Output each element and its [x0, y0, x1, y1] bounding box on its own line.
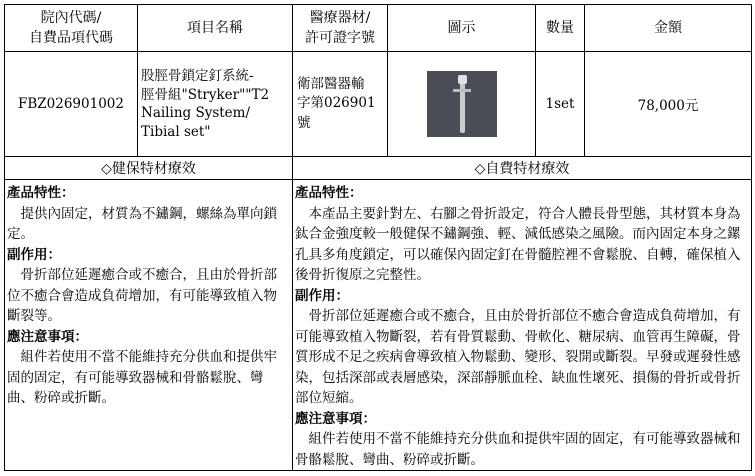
- item-row: [5, 52, 752, 157]
- item-amount: 78,000元: [585, 52, 752, 157]
- item-name-line2: 脛骨組"Stryker""T2: [141, 86, 270, 103]
- right-section-title: ◇自費特材療效: [293, 157, 752, 180]
- header-permit: [293, 5, 388, 52]
- left-text-side-effects: 骨折部位延遲癒合或不癒合，且由於骨折部位不癒合會造成負荷增加，有可能導致植入物斷裂等。: [7, 267, 277, 324]
- header-code: [5, 5, 138, 52]
- right-text-precautions: 組件若使用不當不能維持充分供血和提供牢固的固定，有可能導致器械和骨骼鬆脫、彎曲、粉碎或折斷。: [295, 431, 741, 468]
- left-heading-side-effects: 副作用：: [7, 246, 61, 263]
- left-heading-precautions: 應注意事項：: [7, 328, 88, 345]
- header-name: 項目名稱: [138, 5, 293, 52]
- header-permit-line2: 許可證字號: [305, 30, 375, 46]
- right-heading-side-effects: 副作用：: [295, 287, 349, 304]
- header-code-line2: 自費品項代碼: [29, 30, 113, 46]
- header-amount: 金額: [585, 5, 752, 52]
- item-permit-line2: 字第026901: [297, 95, 376, 112]
- right-text-side-effects: 骨折部位延遲癒合或不癒合，且由於骨折部位不癒合會造成負荷增加，有可能導致植入物斷裂，若有骨質鬆動、骨軟化、糖尿病、血管再生障礙，骨質形成不足之疾病會導致植入物鬆動、變形、裂開或斷裂。早發或遲發性感染，包括深部或表層感染，深部靜脈血栓、缺血性壞死、損傷的骨折或骨折部位短縮。: [295, 308, 741, 406]
- section-body-row: [5, 180, 752, 471]
- section-title-row: [5, 157, 752, 180]
- left-heading-features: 產品特性：: [7, 185, 75, 201]
- header-image: 圖示: [388, 5, 536, 52]
- right-heading-precautions: 應注意事項：: [295, 410, 376, 427]
- product-info-table: [4, 4, 752, 471]
- left-text-features: 提供內固定，材質為不鏽鋼，螺絲為單向鎖定。: [7, 205, 277, 242]
- item-code: FBZ026901002: [5, 52, 138, 157]
- item-name: [138, 52, 293, 157]
- right-text-features: 本產品主要針對左、右腳之骨折設定，符合人體長骨型態，其材質本身為鈦合金強度較一般健保不鏽鋼強、輕、減低感染之風險。而內固定本身之鏍孔具多角度鎖定，可以確保內固定釘在骨髓腔裡不會鬆脫、自轉，確保植入後骨折復原之完整性。: [295, 205, 741, 283]
- item-permit-line1: 衛部醫器輸: [297, 75, 365, 92]
- right-section-body: [293, 180, 752, 471]
- item-name-line3: Nailing System/: [141, 105, 251, 121]
- intramedullary-nail-icon: [427, 71, 497, 137]
- item-image-cell: [388, 52, 536, 157]
- left-section-body: [5, 180, 293, 471]
- item-name-line4: Tibial set": [141, 123, 211, 140]
- right-heading-features: 產品特性：: [295, 185, 363, 201]
- header-permit-line1: 醫療器材/: [309, 10, 371, 26]
- item-qty: 1set: [536, 52, 585, 157]
- item-permit: [293, 52, 388, 157]
- left-text-precautions: 組件若使用不當不能維持充分供血和提供牢固的固定，有可能導致器械和骨骼鬆脫、彎曲、粉碎或折斷。: [7, 349, 277, 406]
- item-name-line1: 股脛骨鎖定釘系統-: [141, 68, 254, 84]
- item-permit-line3: 號: [297, 114, 311, 131]
- header-row: [5, 5, 752, 52]
- header-code-line1: 院內代碼/: [40, 10, 102, 26]
- header-qty: 數量: [536, 5, 585, 52]
- left-section-title: ◇健保特材療效: [5, 157, 293, 180]
